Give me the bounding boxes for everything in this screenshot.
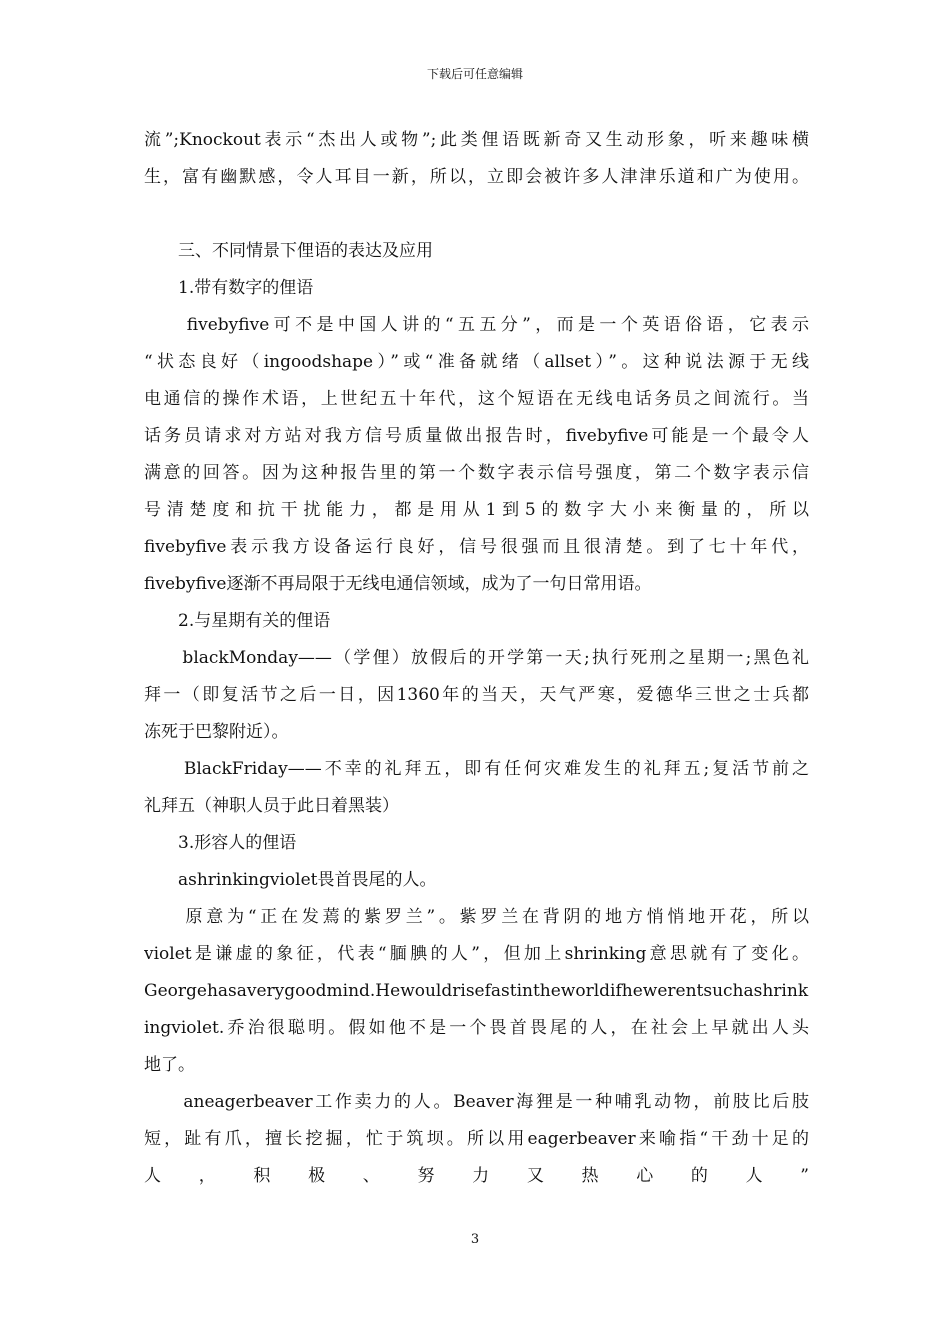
subsection-heading: 1.带有数字的俚语	[144, 278, 314, 298]
text-line: 话务员请求对方站对我方信号质量做出报告时，fivebyfive可能是一个最令人	[144, 426, 809, 446]
document-body	[144, 122, 809, 1195]
text-line: 短，趾有爪，擅长挖掘，忙于筑坝。所以用eagerbeaver来喻指“干劲十足的	[144, 1129, 809, 1149]
text-line: “状态良好（ingoodshape）”或“准备就绪（allset）”。这种说法源于无线	[144, 352, 809, 372]
page-number: 3	[470, 1232, 480, 1247]
page-header: 下载后可任意编辑	[426, 67, 523, 81]
text-line: fivebyfive逐渐不再局限于无线电通信领域，成为了一句日常用语。	[144, 574, 652, 594]
text-line: 人，积极、努力又热心的人”	[144, 1166, 809, 1186]
text-line: fivebyfive可不是中国人讲的“五五分”，而是一个英语俗语，它表示	[144, 315, 809, 335]
text-line: 生，富有幽默感，令人耳目一新，所以，立即会被许多人津津乐道和广为使用。	[144, 167, 809, 187]
text-line: Georgehasaverygoodmind.Hewouldrisefastintheworldifhewerentsuchashrink	[144, 981, 809, 1001]
text-line: blackMonday——（学俚）放假后的开学第一天;执行死刑之星期一;黑色礼	[144, 648, 809, 668]
text-line: 地了。	[144, 1055, 195, 1075]
text-line: 满意的回答。因为这种报告里的第一个数字表示信号强度，第二个数字表示信	[144, 463, 809, 483]
text-line: 冻死于巴黎附近）。	[144, 722, 289, 742]
text-line: BlackFriday——不幸的礼拜五，即有任何灾难发生的礼拜五;复活节前之	[144, 759, 809, 779]
text-line: aneagerbeaver工作卖力的人。Beaver海狸是一种哺乳动物，前肢比后肢	[144, 1092, 809, 1112]
text-line: ashrinkingviolet畏首畏尾的人。	[144, 870, 437, 890]
text-line: ingviolet.乔治很聪明。假如他不是一个畏首畏尾的人，在社会上早就出人头	[144, 1018, 809, 1038]
text-line: 拜一（即复活节之后一日，因1360年的当天，天气严寒，爱德华三世之士兵都	[144, 685, 809, 705]
text-line: violet是谦虚的象征，代表“腼腆的人”，但加上shrinking意思就有了变化。	[144, 944, 809, 964]
section-heading: 三、不同情景下俚语的表达及应用	[144, 241, 433, 261]
text-line: 流”;Knockout表示“杰出人或物”;此类俚语既新奇又生动形象，听来趣味横	[144, 130, 809, 150]
text-line: 原意为“正在发蔫的紫罗兰”。紫罗兰在背阴的地方悄悄地开花，所以	[144, 907, 809, 927]
subsection-heading: 3.形容人的俚语	[144, 833, 297, 853]
text-line: 号清楚度和抗干扰能力，都是用从1到5的数字大小来衡量的，所以	[144, 500, 809, 520]
paragraph-gap	[144, 196, 809, 233]
subsection-heading: 2.与星期有关的俚语	[144, 611, 331, 631]
text-line: 电通信的操作术语，上世纪五十年代，这个短语在无线电话务员之间流行。当	[144, 389, 809, 409]
text-line: 礼拜五（神职人员于此日着黑装）	[144, 796, 399, 816]
text-line: fivebyfive表示我方设备运行良好，信号很强而且很清楚。到了七十年代，	[144, 537, 809, 557]
